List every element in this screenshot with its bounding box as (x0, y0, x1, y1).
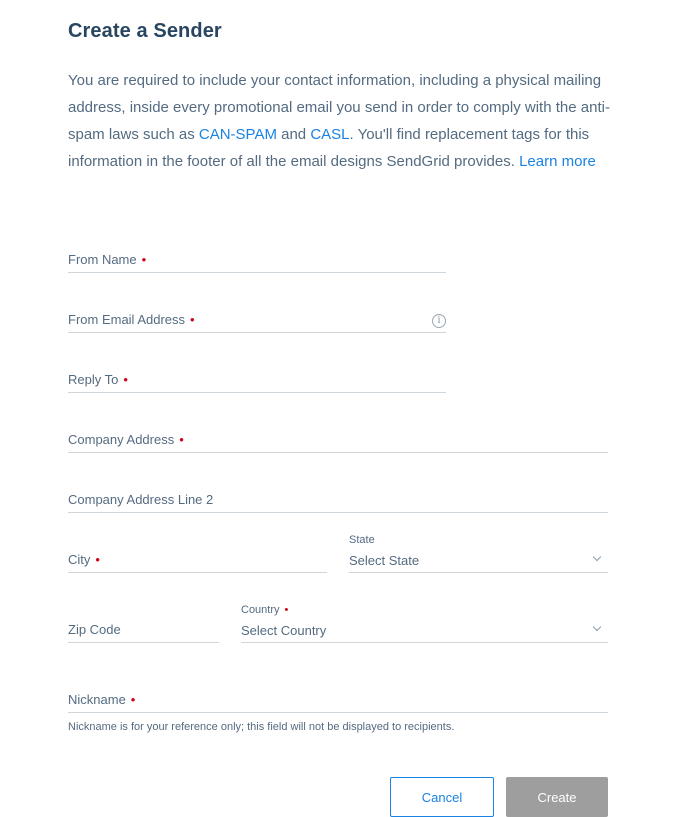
intro-text-1: You are required to include your contact information, including a physical mailing address, inside every promotional email you send in order to comply with the anti-spam laws such as (68, 72, 610, 143)
state-label: State (349, 534, 375, 546)
reply-to-label: Reply To • (68, 372, 128, 387)
zip-code-field[interactable] (68, 616, 219, 643)
required-marker: • (141, 252, 147, 267)
casl-link[interactable]: CASL (310, 126, 350, 143)
intro-paragraph (68, 67, 613, 175)
state-select-value: Select State (349, 553, 420, 568)
from-name-field[interactable] (68, 246, 446, 273)
reply-to-field[interactable] (68, 366, 446, 393)
required-marker: • (130, 692, 136, 707)
info-icon[interactable]: i (432, 314, 446, 328)
company-address-label: Company Address • (68, 432, 184, 447)
chevron-down-icon (593, 623, 601, 631)
cancel-button[interactable]: Cancel (390, 777, 494, 817)
required-marker: • (179, 432, 184, 447)
learn-more-link[interactable]: Learn more (519, 153, 596, 170)
create-button[interactable]: Create (506, 777, 608, 817)
nickname-field[interactable] (68, 686, 608, 713)
intro-text-3: . You'll find replacement tags for this information in the footer of all the email designs SendGrid provides. (68, 126, 590, 170)
city-label: City • (68, 552, 100, 567)
required-marker: • (123, 372, 128, 387)
city-field[interactable] (68, 546, 327, 573)
chevron-down-icon (593, 553, 601, 561)
state-select[interactable] (349, 532, 608, 573)
country-select-value: Select Country (241, 623, 327, 638)
company-address-field[interactable] (68, 426, 608, 453)
required-marker: • (190, 312, 195, 327)
nickname-help-text: Nickname is for your reference only; this field will not be displayed to recipients. (68, 721, 455, 733)
from-email-label: From Email Address • (68, 312, 195, 327)
country-select[interactable] (241, 602, 608, 643)
required-marker: • (95, 552, 100, 567)
can-spam-link[interactable]: CAN-SPAM (198, 126, 277, 143)
page-title: Create a Sender (68, 20, 222, 42)
from-name-label: From Name • (68, 252, 147, 267)
company-address-line-2-field[interactable] (68, 486, 608, 513)
company-address-line-2-label: Company Address Line 2 (68, 492, 214, 507)
required-marker: • (284, 604, 289, 616)
country-label: Country • (241, 604, 289, 616)
zip-code-label: Zip Code (68, 622, 121, 637)
intro-text-2: and (276, 126, 311, 143)
from-email-field[interactable] (68, 306, 446, 333)
nickname-label: Nickname • (68, 692, 136, 707)
